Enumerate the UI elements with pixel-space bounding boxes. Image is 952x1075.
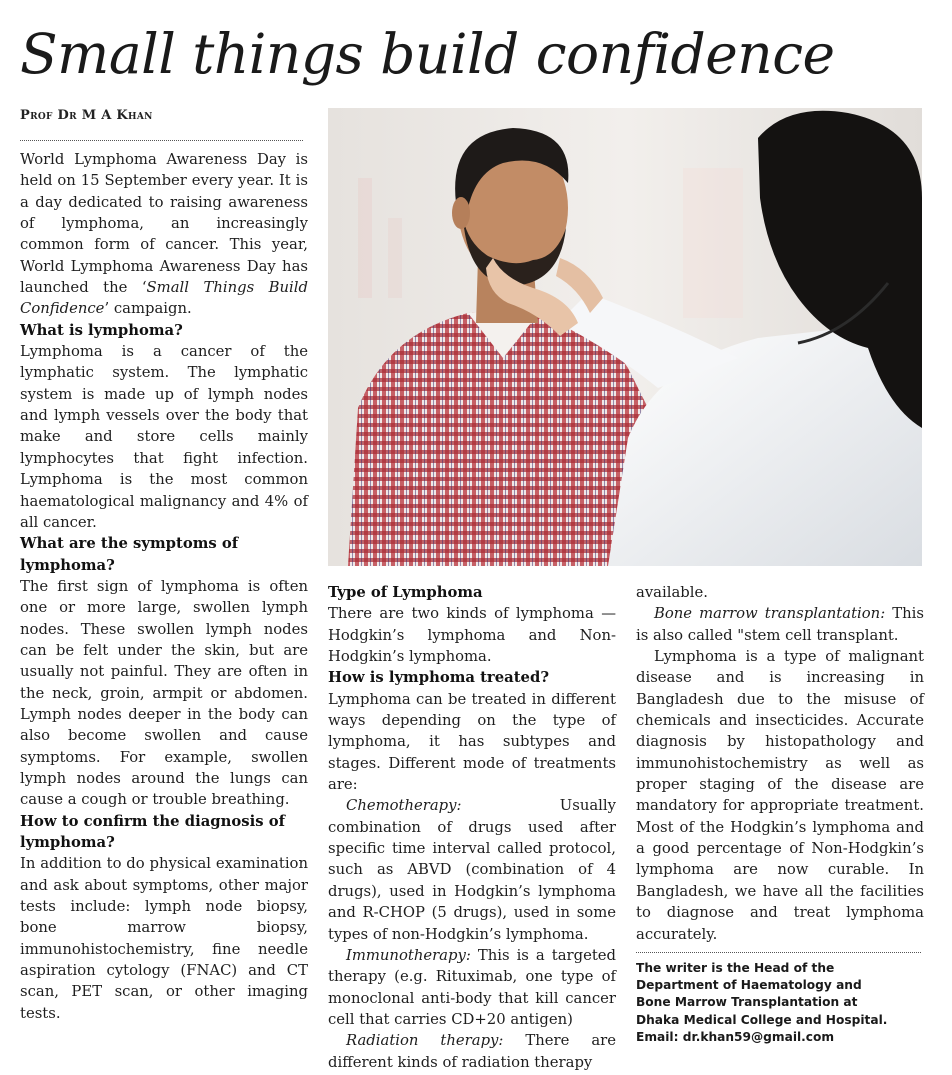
writer-email: Email: dr.khan59@gmail.com	[636, 1029, 835, 1044]
paragraph-type-of-lymphoma: There are two kinds of lymphoma — Hodgkin’s lymphoma and Non-Hodgkin’s lymphoma.	[328, 605, 616, 666]
article-column-1	[20, 149, 308, 1024]
article-column-3	[636, 582, 924, 945]
campaign-name: Small Things Build Confidence	[20, 279, 308, 318]
writer-note-line: Dhaka Medical College and Hospital.	[636, 1012, 888, 1027]
doctor-examining-patient-illustration	[328, 108, 922, 566]
paragraph-chemotherapy: Chemotherapy: Usually combination of drugs used after specific time interval called protocol, such as ABVD (combination of 4 drugs), used in Hodgkin’s lymphoma and R-CHOP (5 drugs), used in some types of non-Hodgkin’s lymphoma.	[328, 797, 616, 943]
article-column-2	[328, 582, 616, 1073]
writer-note-line: Bone Marrow Transplantation at	[636, 995, 858, 1010]
paragraph-symptoms: The first sign of lymphoma is often one or more large, swollen lymph nodes. These swollen lymph nodes can be felt under the skin, but are usually not painful. They are often in the neck, groin, armpit or abdomen. Lymph nodes deeper in the body can also become swollen and cause symptoms. For example, swollen lymph nodes around the lungs can cause a cough or trouble breathing.	[20, 577, 308, 809]
paragraph-confirm-diagnosis: In addition to do physical examination and ask about symptoms, other major tests include: lymph node biopsy, bone marrow biopsy, immunohistochemistry, fine needle aspiration cytology (FNAC) and CT scan, PET scan, or other imaging tests.	[20, 855, 308, 1022]
paragraph-radiation-therapy: Radiation therapy: There are different kinds of radiation therapy	[328, 1032, 617, 1071]
intro-paragraph: World Lymphoma Awareness Day is held on 15 September every year. It is a day dedicated to raising awareness of lymphoma, an increasingly common form of cancer. This year, World Lymphoma Awareness Day has launched the ‘Small Things Build Confidence’ campaign.	[20, 151, 308, 318]
heading-how-treated: How is lymphoma treated?	[328, 669, 549, 687]
byline-divider	[20, 140, 303, 141]
article-photo	[328, 108, 922, 566]
writer-note-line: The writer is the Head of the	[636, 961, 835, 975]
heading-confirm-diagnosis: How to confirm the diagnosis of lymphoma?	[20, 812, 285, 851]
writer-note	[636, 960, 936, 1046]
paragraph-immunotherapy: Immunotherapy: This is a targeted therapy (e.g. Rituximab, one type of monoclonal anti-body that kill cancer cell that carries CD+20 antigen)	[328, 946, 616, 1028]
heading-what-is-lymphoma: What is lymphoma?	[20, 321, 183, 339]
paragraph-bangladesh: Lymphoma is a type of malignant disease and is increasing in Bangladesh due to the misuse of chemicals and insecticides. Accurate diagnosis by histopathology and immunohistochemistry as well as proper staging of the disease are mandatory for appropriate treatment. Most of the Hodgkin’s lymphoma and a good percentage of Non-Hodgkin’s lymphoma are now curable. In Bangladesh, we have all the facilities to diagnose and treat lymphoma accurately.	[636, 648, 924, 943]
paragraph-how-treated: Lymphoma can be treated in different ways depending on the type of lymphoma, it has subtypes and stages. Different mode of treatments are:	[328, 690, 616, 794]
paragraph-bone-marrow-transplantation: Bone marrow transplantation: This is also called "stem cell transplant.	[636, 605, 924, 644]
heading-symptoms: What are the symptoms of lymphoma?	[20, 535, 239, 574]
paragraph-available: available.	[636, 584, 708, 601]
byline: Prof Dr M A Khan	[20, 108, 153, 123]
paragraph-what-is-lymphoma: Lymphoma is a cancer of the lymphatic system. The lymphatic system is made up of lymph nodes and lymph vessels over the body that make and store cells mainly lymphocytes that fight infection. Lymphoma is the most common haematological malignancy and 4% of all cancer.	[20, 343, 308, 531]
writer-divider	[636, 952, 921, 953]
heading-type-of-lymphoma: Type of Lymphoma	[328, 584, 483, 601]
writer-note-line: Department of Haematology and	[636, 978, 862, 993]
headline: Small things build confidence	[20, 22, 835, 86]
